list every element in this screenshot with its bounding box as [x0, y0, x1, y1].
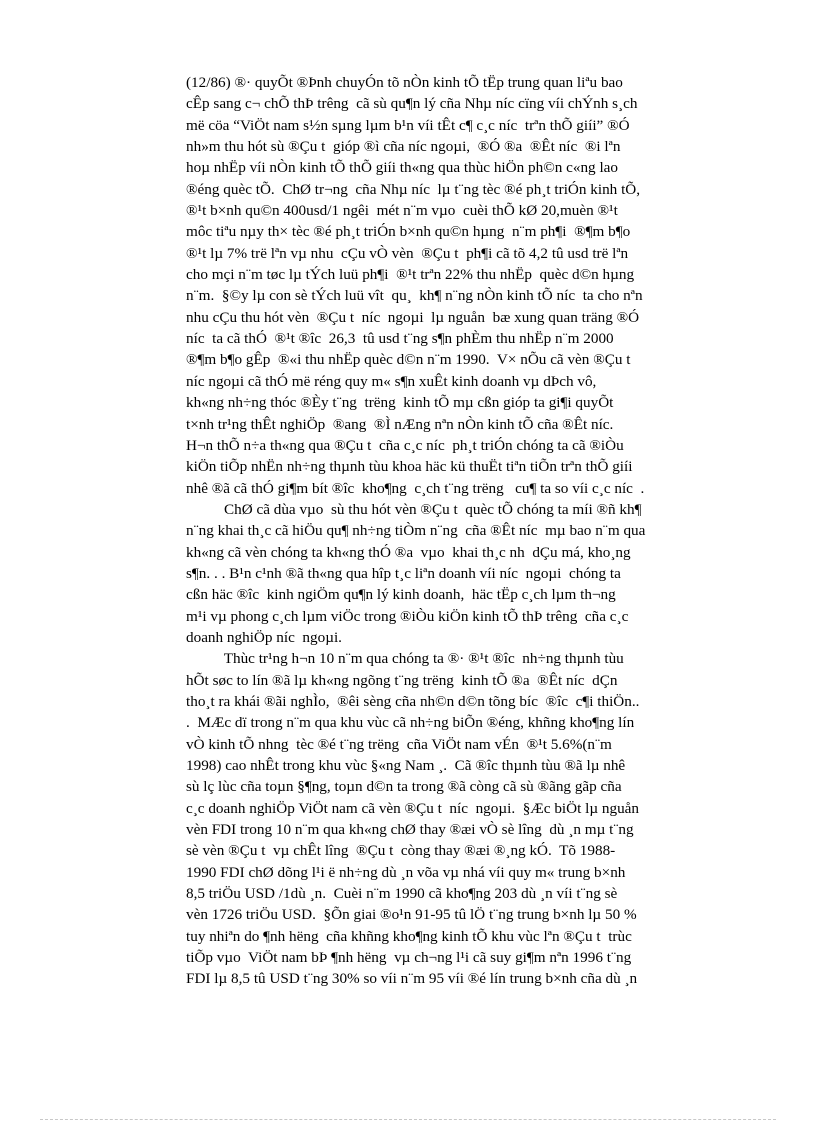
text-line: doanh nghiÖp níc ngoµi.: [186, 628, 342, 646]
text-line: vèn 1726 triÖu USD. §Õn giai ®o¹n 91-95 tû lÖ t¨ng trung b×nh lµ 50 %: [186, 906, 637, 924]
text-line: 8,5 triÖu USD /1dù ¸n. Cuèi n¨m 1990 cã kho¶ng 203 dù ¸n víi t¨ng sè: [186, 885, 618, 903]
text-line: cßn häc ®îc kinh ngiÖm qu¶n lý kinh doanh, häc tËp c¸ch lµm th¬ng: [186, 586, 616, 604]
text-line: H¬n thÕ n÷a th«ng qua ®Çu t cña c¸c níc ph¸t triÓn chóng ta cã ®iÒu: [186, 436, 624, 454]
text-line: (12/86) ®· quyÕt ®Þnh chuyÓn tõ nÒn kinh tÕ tËp trung quan liªu bao: [186, 74, 623, 91]
text-line: ®¹t b×nh qu©n 400usd/1 ngêi mét n¨m vµo cuèi thÕ kØ 20,muèn ®¹t: [186, 202, 618, 220]
text-line: kh«ng cã vèn chóng ta kh«ng thÓ ®a vµo khai th¸c nh dÇu má, kho¸ng: [186, 543, 631, 561]
text-line: 1990 FDI chØ dõng l¹i ë nh÷ng dù ¸n võa vµ nhá víi quy m« trung b×nh: [186, 863, 626, 881]
text-line: tuy nhiªn do ¶nh hëng cña khñng kho¶ng kinh tÕ khu vùc lªn ®Çu t trùc: [186, 927, 632, 945]
text-line: kh«ng nh÷ng thóc ®Èy t¨ng trëng kinh tÕ mµ cßn gióp ta gi¶i quyÕt: [186, 394, 614, 412]
text-line: s¶n. . . B¹n c¹nh ®ã th«ng qua hîp t¸c liªn doanh víi níc ngoµi chóng ta: [186, 564, 621, 582]
text-line: nh»m thu hót sù ®Çu t gióp ®ì cña níc ngoµi, ®Ó ®a ®Êt níc ®i lªn: [186, 138, 621, 156]
text-line: vèn FDI trong 10 n¨m qua kh«ng chØ thay ®æi vÒ sè lîng dù ¸n mµ t¨ng: [186, 821, 634, 839]
text-line: níc ngoµi cã thÓ më réng quy m« s¶n xuÊt kinh doanh vµ dÞch vô,: [186, 372, 597, 390]
text-line: cho mçi n¨m tøc lµ tÝch luü ph¶i ®¹t trªn 22% thu nhËp quèc d©n hµng: [186, 266, 635, 284]
text-line: vÒ kinh tÕ nhng tèc ®é t¨ng trëng cña ViÖt nam vÉn ®¹t 5.6%(n¨m: [186, 735, 612, 753]
text-line: sè vèn ®Çu t vµ chÊt lîng ®Çu t còng thay ®æi ®¸ng kÓ. Tõ 1988-: [186, 842, 616, 860]
text-line: ChØ cã dùa vµo sù thu hót vèn ®Çu t quèc tÕ chóng ta míi ®ñ kh¶: [186, 500, 642, 518]
text-line: cÊp sang c¬ chÕ thÞ trêng cã sù qu¶n lý cña Nhµ níc cïng víi chÝnh s¸ch: [186, 95, 638, 113]
text-line: tiÕp vµo ViÖt nam bÞ ¶nh hëng vµ ch¬ng l¹i cã suy gi¶m nªn 1996 t¨ng: [186, 949, 632, 967]
text-line: t×nh tr¹ng thÊt nghiÖp ®ang ®Ì nÆng nªn nÒn kinh tÕ cña ®Êt níc.: [186, 415, 614, 433]
text-line: tho¸t ra khái ®ãi nghÌo, ®êi sèng cña nh©n d©n tõng bíc ®îc c¶i thiÖn..: [186, 692, 640, 710]
text-line: hÕt søc to lín ®ã lµ kh«ng ngõng t¨ng trëng kinh tÕ ®a ®Êt níc dÇn: [186, 671, 618, 689]
text-line: níc ta cã thÓ ®¹t ®îc 26,3 tû usd t¨ng s¶n phÈm thu nhËp n¨m 2000: [186, 330, 614, 348]
text-line: më cöa “ViÖt nam s½n sµng lµm b¹n víi tÊt c¶ c¸c níc trªn thÕ giíi” ®Ó: [186, 116, 630, 134]
text-line: c¸c doanh nghiÖp ViÖt nam cã vèn ®Çu t níc ngoµi. §Æc biÖt lµ nguån: [186, 799, 640, 817]
text-line: 1998) cao nhÊt trong khu vùc §«ng Nam ¸. Cã ®îc thµnh tùu ®ã lµ nhê: [186, 757, 626, 774]
text-line: ®¶m b¶o gÊp ®«i thu nhËp quèc d©n n¨m 1990. V× nÕu cã vèn ®Çu t: [186, 351, 631, 369]
text-line: Thùc tr¹ng h¬n 10 n¨m qua chóng ta ®· ®¹t ®îc nh÷ng thµnh tùu: [186, 650, 624, 668]
text-line: nhê ®ã cã thÓ gi¶m bít ®îc kho¶ng c¸ch t¨ng trëng cu¶ ta so víi c¸c níc .: [186, 479, 645, 497]
text-line: môc tiªu nµy th× tèc ®é ph¸t triÓn b×nh qu©n hµng n¨m ph¶i ®¶m b¶o: [186, 223, 631, 241]
text-line: ®¹t lµ 7% trë lªn vµ nhu cÇu vÒ vèn ®Çu t ph¶i cã tõ 4,2 tû usd trë lªn: [186, 244, 629, 262]
text-line: nhu cÇu thu hót vèn ®Çu t níc ngoµi lµ nguån bæ xung quan träng ®Ó: [186, 308, 640, 326]
text-line: . MÆc dï trong n¨m qua khu vùc cã nh÷ng biÕn ®éng, khñng kho¶ng lín: [186, 714, 635, 732]
text-line: hoµ nhËp víi nÒn kinh tÕ thÕ giíi th«ng qua thùc hiÖn ph©n c«ng lao: [186, 159, 619, 177]
text-line: n¨ng khai th¸c cã hiÖu qu¶ nh÷ng tiÒm n¨ng cña ®Êt níc mµ bao n¨m qua: [186, 522, 646, 540]
body-text: [186, 72, 706, 990]
text-line: ®éng quèc tÕ. ChØ tr¬ng cña Nhµ níc lµ t¨ng tèc ®é ph¸t triÓn kinh tÕ,: [186, 180, 641, 198]
text-line: n¨m. §©y lµ con sè tÝch luü vît qu¸ kh¶ n¨ng nÒn kinh tÕ níc ta cho nªn: [186, 287, 643, 305]
text-line: FDI lµ 8,5 tû USD t¨ng 30% so víi n¨m 95 víi ®é lín trung b×nh cña dù ¸n: [186, 970, 638, 988]
text-line: kiÖn tiÕp nhËn nh÷ng thµnh tùu khoa häc kü thuËt tiªn tiÕn trªn thÕ giíi: [186, 458, 633, 476]
text-line: m¹i vµ phong c¸ch lµm viÖc trong ®iÒu kiÖn kinh tÕ thÞ trêng cña c¸c: [186, 607, 629, 625]
page-bottom-border: [40, 1119, 776, 1120]
text-line: sù lç lùc cña toµn §¶ng, toµn d©n ta trong ®ã còng cã sù ®ãng gãp cña: [186, 778, 622, 796]
